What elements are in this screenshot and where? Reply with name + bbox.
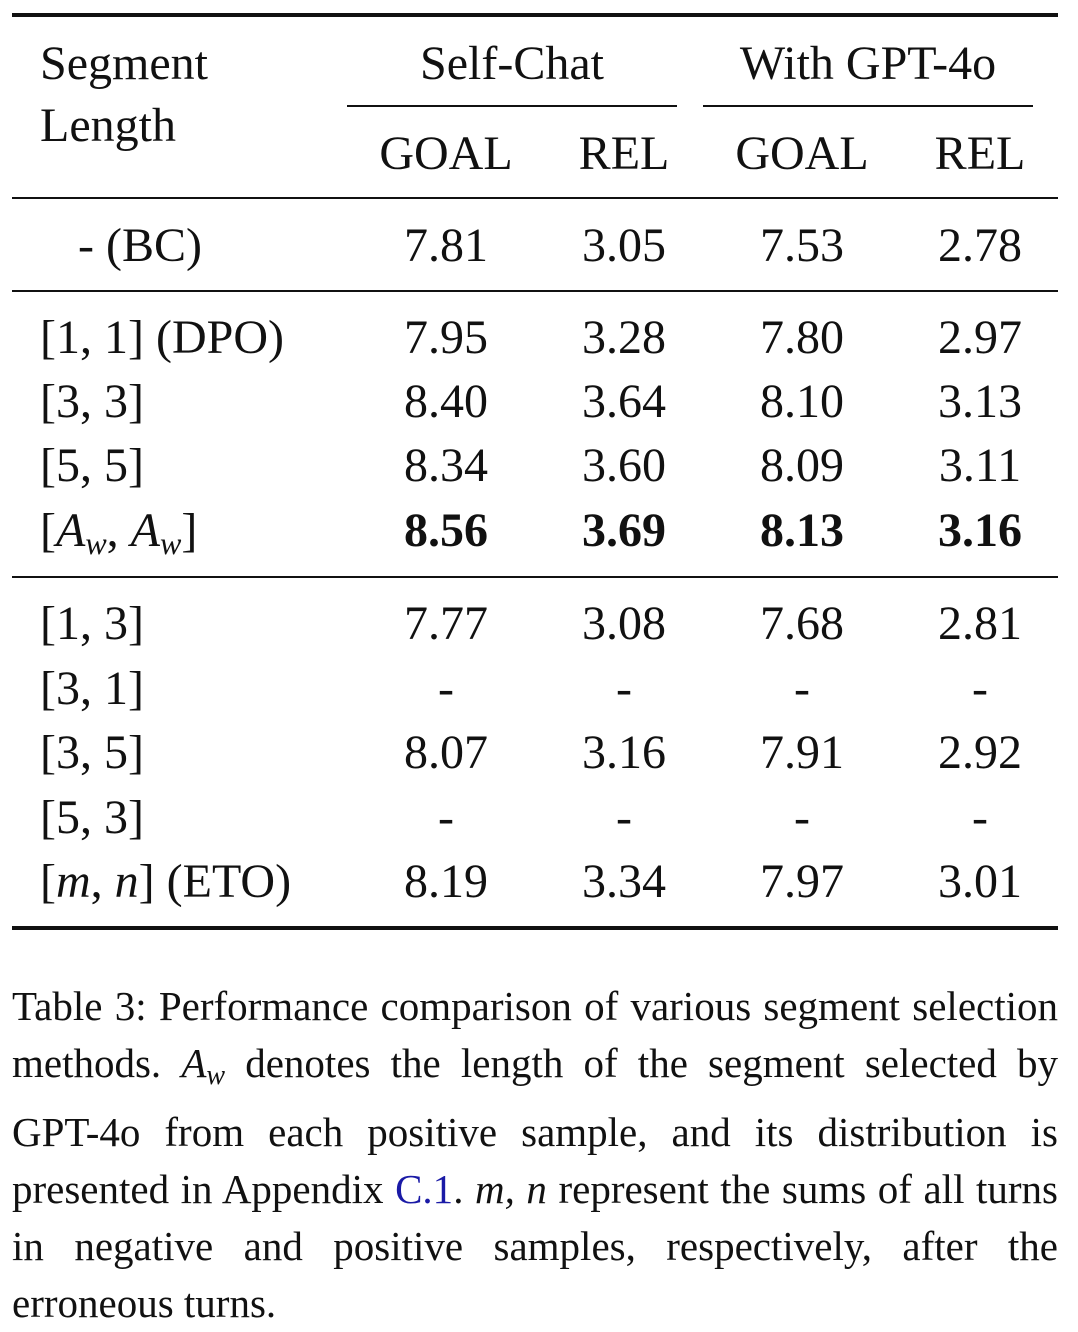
caption-text-4: represent the sums of all turns in negative and positive samples, respectively, after the erroneous turns. [12,1166,1059,1326]
row-label-5-3: [5, 3] [40,791,144,844]
header-goal-self: GOAL [379,127,513,180]
table-cell: - [972,662,988,715]
row-label-5-5: [5, 5] [40,439,144,492]
table-cell: - [794,791,810,844]
table-cell-best: 8.13 [760,504,844,557]
row-label-bc: - (BC) [78,219,202,272]
table-cell: 3.13 [938,375,1022,428]
self-chat-cmidrule [347,105,677,107]
caption-math-mn: m, n [475,1166,547,1212]
table-cell: 3.60 [582,439,666,492]
header-length: Length [40,99,176,152]
table-cell: 2.78 [938,219,1022,272]
header-goal-gpt: GOAL [735,127,869,180]
table-cell: 7.80 [760,311,844,364]
table-cell: 8.07 [404,726,488,779]
table-cell: 8.40 [404,375,488,428]
row-label-dpo: [1, 1] (DPO) [40,311,284,364]
table-cell-best: 8.56 [404,504,488,557]
table-cell: 2.92 [938,726,1022,779]
table-top-rule [12,13,1058,17]
table-cell: 8.09 [760,439,844,492]
table-cell: 2.81 [938,597,1022,650]
table-cell: 8.34 [404,439,488,492]
table-cell: 3.28 [582,311,666,364]
table-bottom-rule [12,926,1058,930]
header-group-gpt4o: With GPT-4o [739,37,997,90]
table-cell: 7.77 [404,597,488,650]
table-cell: 3.08 [582,597,666,650]
table-cell: - [616,662,632,715]
gpt4o-cmidrule [703,105,1033,107]
table-cell: 7.68 [760,597,844,650]
header-segment: Segment [40,37,208,90]
table-cell: - [794,662,810,715]
header-group-self-chat: Self-Chat [420,37,604,90]
row-label-3-1: [3, 1] [40,662,144,715]
table-cell: - [438,662,454,715]
table-caption [12,978,1058,1332]
section-rule-1 [12,290,1058,292]
caption-text-3: . [453,1166,475,1212]
table-cell: - [616,791,632,844]
table-cell: 7.91 [760,726,844,779]
table-cell: 3.11 [938,439,1022,492]
row-label-eto: [m, n] (ETO) [40,855,292,908]
caption-text-2: denotes the length of the segment selected by GPT-4o from each positive sample, and its distribution is presented in Appendix [12,1040,1059,1212]
table-cell: 3.05 [582,219,666,272]
row-label-aw-aw: [$A_w$, $A_w$] [40,504,198,561]
table-cell: 7.81 [404,219,488,272]
table-cell: 7.53 [760,219,844,272]
table-cell: - [438,791,454,844]
table-cell: 3.16 [582,726,666,779]
section-rule-2 [12,576,1058,578]
table-cell: 3.01 [938,855,1022,908]
header-rel-self: REL [578,127,670,180]
caption-math-a: A [181,1040,207,1086]
table-cell: 3.34 [582,855,666,908]
table-cell: 8.19 [404,855,488,908]
row-label-3-3: [3, 3] [40,375,144,428]
caption-text-1: Table 3: Performance comparison of various segment selection methods. [12,983,1058,1086]
header-rel-gpt: REL [934,127,1026,180]
table-cell-best: 3.69 [582,504,666,557]
table-cell: 2.97 [938,311,1022,364]
table-cell: 8.10 [760,375,844,428]
row-label-3-5: [3, 5] [40,726,144,779]
row-label-1-3: [1, 3] [40,597,144,650]
caption-math-w: w [206,1060,226,1091]
table-cell: 3.64 [582,375,666,428]
table-cell: 7.95 [404,311,488,364]
table-cell-best: 3.16 [938,504,1022,557]
table-cell: 7.97 [760,855,844,908]
table-cell: - [972,791,988,844]
appendix-link[interactable]: C.1 [395,1166,454,1212]
header-bottom-rule [12,197,1058,199]
